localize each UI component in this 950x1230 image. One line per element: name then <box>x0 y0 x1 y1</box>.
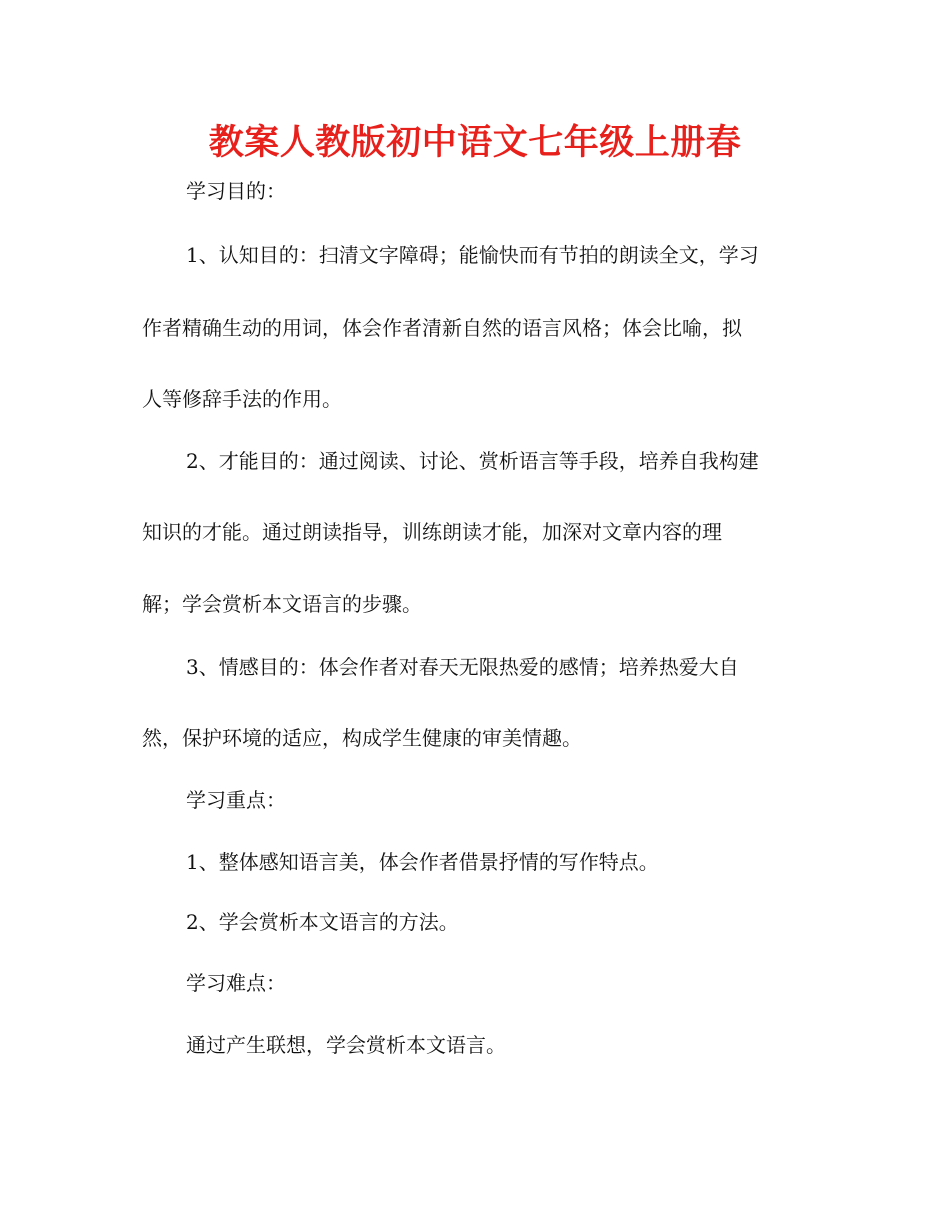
paragraph-line: 2、学会赏析本文语言的方法。 <box>186 910 459 934</box>
document-title: 教案人教版初中语文七年级上册春 <box>208 123 742 163</box>
paragraph-line: 2、才能目的：通过阅读、讨论、赏析语言等手段，培养自我构建 <box>186 449 759 473</box>
paragraph-line: 1、整体感知语言美，体会作者借景抒情的写作特点。 <box>186 850 659 874</box>
paragraph-line: 知识的才能。通过朗读指导，训练朗读才能，加深对文章内容的理 <box>142 520 722 544</box>
paragraph-line: 人等修辞手法的作用。 <box>142 387 342 411</box>
paragraph-line: 作者精确生动的用词，体会作者清新自然的语言风格；体会比喻，拟 <box>142 316 742 340</box>
paragraph-line: 解；学会赏析本文语言的步骤。 <box>142 592 422 616</box>
section-heading-key-points: 学习重点： <box>186 788 286 812</box>
section-heading-objectives: 学习目的： <box>186 179 286 203</box>
section-heading-difficulties: 学习难点： <box>186 971 286 995</box>
paragraph-line: 通过产生联想，学会赏析本文语言。 <box>186 1033 506 1057</box>
paragraph-line: 3、情感目的：体会作者对春天无限热爱的感情；培养热爱大自 <box>186 655 739 679</box>
paragraph-line: 1、认知目的：扫清文字障碍；能愉快而有节拍的朗读全文，学习 <box>186 243 759 267</box>
paragraph-line: 然，保护环境的适应，构成学生健康的审美情趣。 <box>142 726 582 750</box>
